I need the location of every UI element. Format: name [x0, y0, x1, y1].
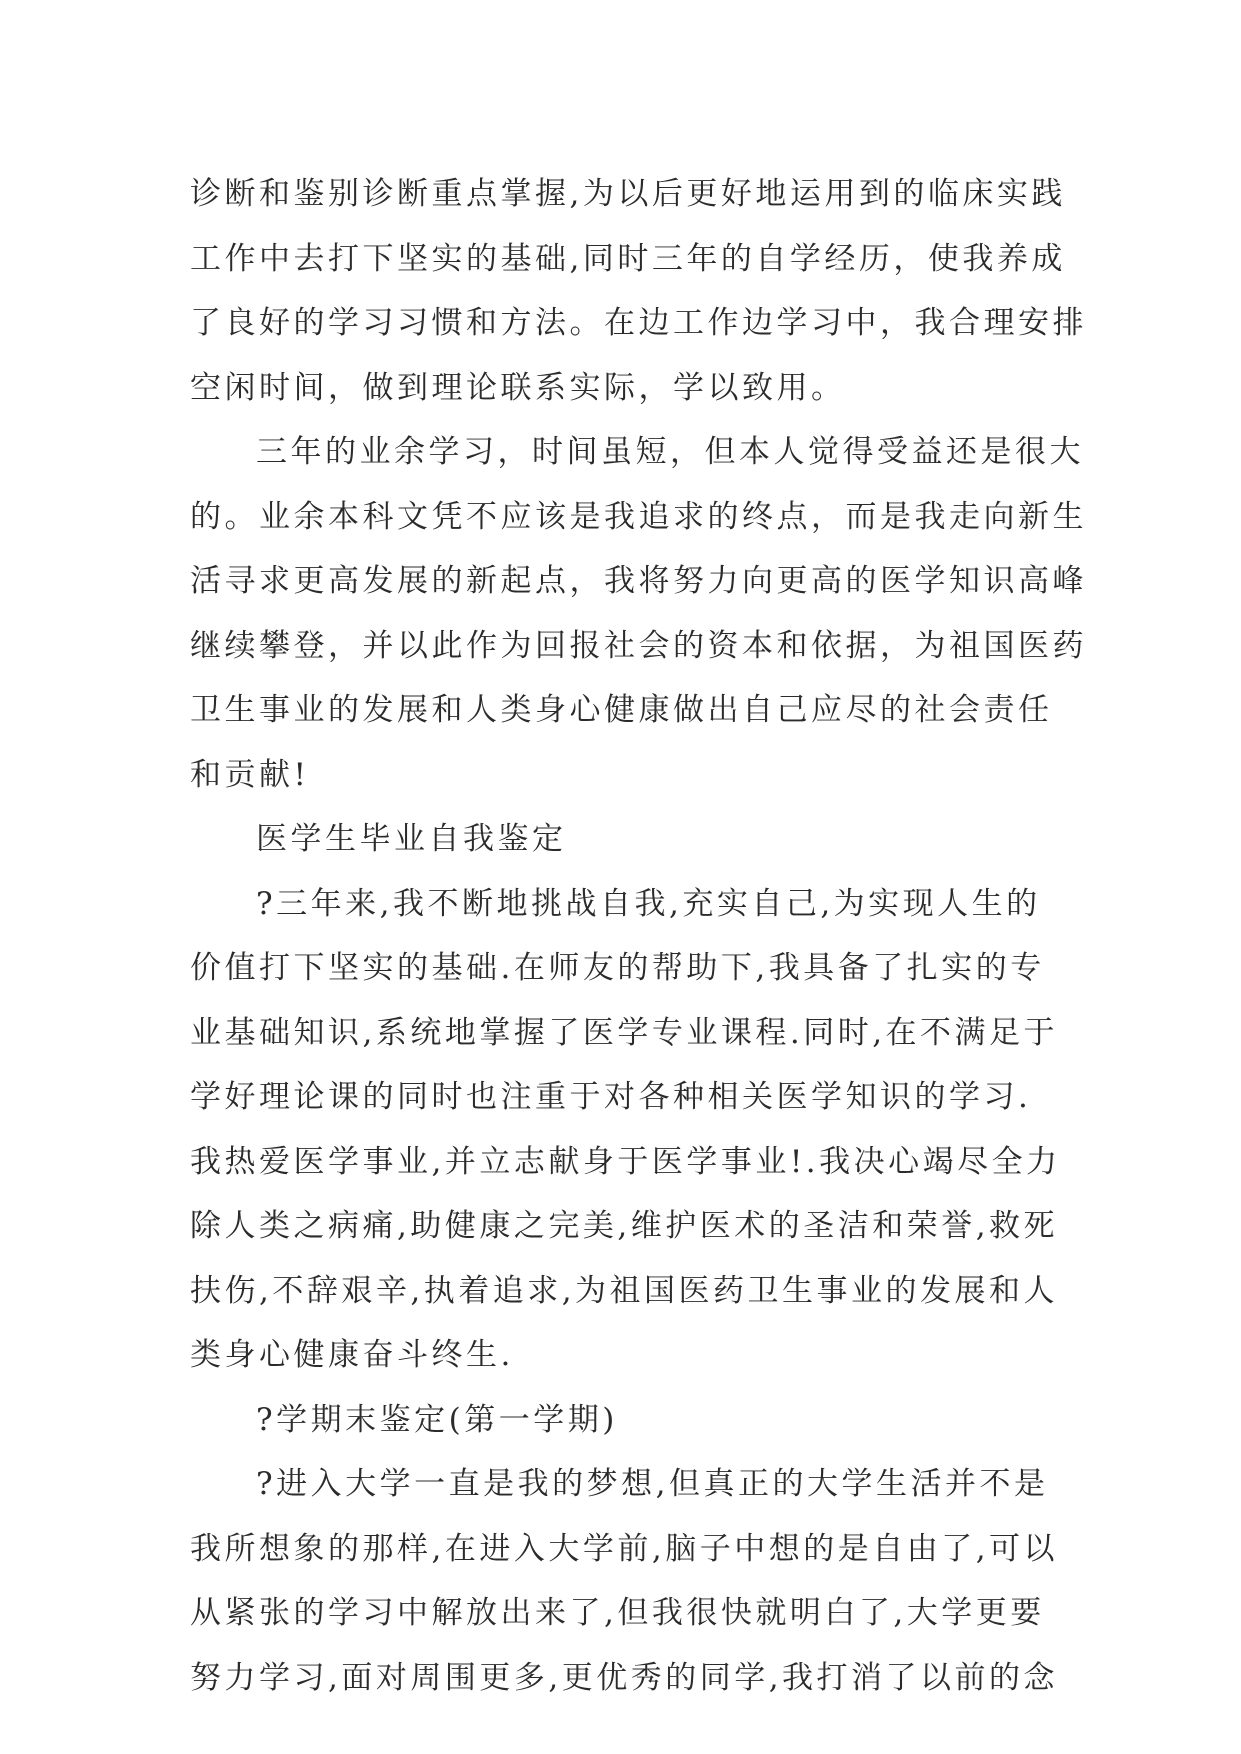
paragraph-start-line: 三年的业余学习，时间虽短，但本人觉得受益还是很大 [256, 434, 1084, 470]
text-line: 努力学习,面对周围更多,更优秀的同学,我打消了以前的念 [190, 1659, 1059, 1696]
text-line: 诊断和鉴别诊断重点掌握,为以后更好地运用到的临床实践 [190, 176, 1066, 212]
text-line: 从紧张的学习中解放出来了,但我很快就明白了,大学更要 [190, 1595, 1045, 1631]
text-line: 空闲时间，做到理论联系实际，学以致用。 [190, 369, 846, 406]
text-line: 继续攀登，并以此作为回报社会的资本和依据，为祖国医药 [190, 627, 1087, 664]
text-line: 卫生事业的发展和人类身心健康做出自己应尽的社会责任 [190, 692, 1053, 728]
text-line: 工作中去打下坚实的基础,同时三年的自学经历，使我养成 [190, 240, 1066, 277]
paragraph-start-line: ?进入大学一直是我的梦想,但真正的大学生活并不是 [256, 1466, 1049, 1502]
text-line: 业基础知识,系统地掌握了医学专业课程.同时,在不满足于 [190, 1014, 1059, 1051]
text-line: 我热爱医学事业,并立志献身于医学事业!.我决心竭尽全力 [190, 1143, 1061, 1180]
section-heading: ?学期末鉴定(第一学期) [256, 1401, 618, 1438]
document-body [190, 162, 1087, 1710]
text-line: 了良好的学习习惯和方法。在边工作边学习中，我合理安排 [190, 305, 1087, 341]
text-line: 类身心健康奋斗终生. [190, 1337, 514, 1373]
text-line: 学好理论课的同时也注重于对各种相关医学知识的学习. [190, 1079, 1032, 1115]
section-heading: 医学生毕业自我鉴定 [256, 821, 567, 857]
text-line: 价值打下坚实的基础.在师友的帮助下,我具备了扎实的专 [190, 950, 1045, 986]
text-line: 除人类之病痛,助健康之完美,维护医术的圣洁和荣誉,救死 [190, 1208, 1059, 1244]
text-line: 和贡献! [190, 756, 310, 793]
text-line: 我所想象的那样,在进入大学前,脑子中想的是自由了,可以 [190, 1530, 1059, 1567]
text-line: 活寻求更高发展的新起点，我将努力向更高的医学知识高峰 [190, 563, 1087, 599]
text-line: 的。业余本科文凭不应该是我追求的终点，而是我走向新生 [190, 498, 1087, 535]
paragraph-start-line: ?三年来,我不断地挑战自我,充实自己,为实现人生的 [256, 885, 1041, 922]
text-line: 扶伤,不辞艰辛,执着追求,为祖国医药卫生事业的发展和人 [190, 1272, 1059, 1309]
